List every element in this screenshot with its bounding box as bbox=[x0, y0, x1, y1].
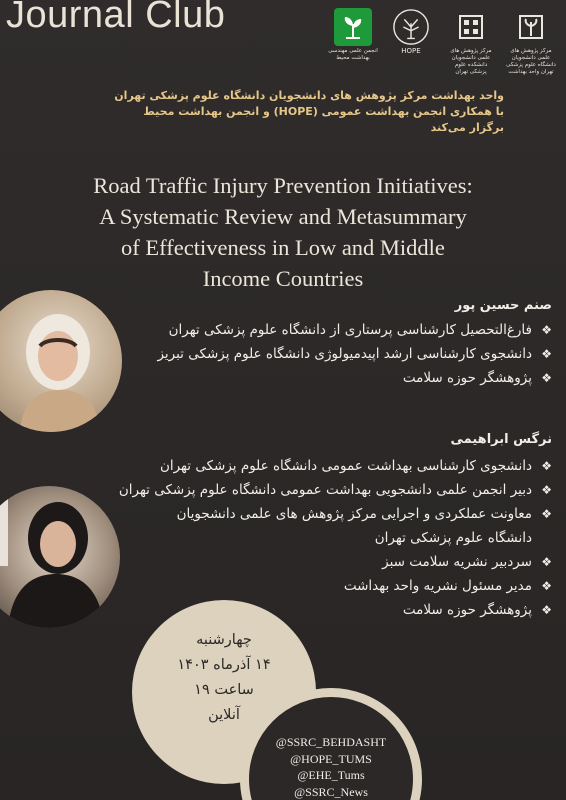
logo-caption: مرکز پژوهش های علمی دانشجویان دانشکده علوم پزشکی تهران bbox=[450, 48, 492, 75]
environmental-health-logo bbox=[328, 8, 378, 62]
handle-link[interactable]: @SSRC_BEHDASHT bbox=[275, 735, 387, 749]
speaker2-bio bbox=[119, 454, 552, 622]
page-title: Journal Club bbox=[6, 0, 226, 36]
handle-link[interactable]: @SSRC_News bbox=[294, 784, 368, 799]
speaker1-photo bbox=[0, 290, 122, 432]
building-icon bbox=[452, 8, 490, 46]
organizer-intro bbox=[64, 88, 504, 136]
list-item: ❖ پژوهشگر حوزه سلامت bbox=[119, 598, 552, 622]
event-date: ۱۴ آذرماه ۱۴۰۳ bbox=[177, 657, 271, 673]
event-time: ساعت ۱۹ bbox=[194, 682, 254, 698]
tree-icon bbox=[392, 8, 430, 46]
list-item: ❖ دانشجوی کارشناسی بهداشت عمومی دانشگاه علوم پزشکی تهران bbox=[119, 454, 552, 478]
handle-link[interactable]: @HOPE_TUMS bbox=[290, 751, 372, 766]
leaf-icon bbox=[512, 8, 550, 46]
plant-icon bbox=[334, 8, 372, 46]
list-item: ❖ دبیر انجمن علمی دانشجویی بهداشت عمومی دانشگاه علوم پزشکی تهران bbox=[119, 478, 552, 502]
intro-line: واحد بهداشت مرکز پژوهش های دانشجویان دانشگاه علوم پزشکی تهران bbox=[114, 89, 504, 102]
speaker1-name: صنم حسین پور bbox=[454, 298, 552, 313]
logo-caption: انجمن علمی مهندسی بهداشت محیط bbox=[328, 48, 378, 61]
list-item: ❖ دانشجوی کارشناسی ارشد اپیدمیولوژی دانشگاه علوم پزشکی تبریز bbox=[157, 342, 552, 366]
list-item: ❖ پژوهشگر حوزه سلامت bbox=[157, 366, 552, 390]
handle-link[interactable]: @EHE_Tums bbox=[297, 768, 365, 782]
speaker1-bio bbox=[157, 318, 552, 390]
title-line: Income Countries bbox=[202, 266, 364, 291]
speaker2-name: نرگس ابراهیمی bbox=[450, 432, 552, 447]
logo-caption: HOPE bbox=[401, 47, 421, 55]
health-unit-logo bbox=[506, 8, 556, 76]
intro-line: برگزار می‌کند bbox=[430, 121, 504, 134]
title-line: A Systematic Review and Metasummary bbox=[99, 204, 467, 229]
list-item: دانشگاه علوم پزشکی تهران bbox=[374, 530, 532, 546]
logo-caption: مرکز پژوهش های علمی دانشجویان دانشگاه علوم پزشکی تهران واحد بهداشت bbox=[506, 48, 556, 75]
social-handles bbox=[246, 734, 416, 800]
event-mode: آنلاین bbox=[208, 707, 240, 723]
list-item: ❖ مدیر مسئول نشریه واحد بهداشت bbox=[119, 574, 552, 598]
event-day: چهارشنبه bbox=[196, 632, 252, 648]
list-item: ❖ معاونت عملکردی و اجرایی مرکز پژوهش های علمی دانشجویان bbox=[119, 502, 552, 526]
list-item: ❖ فارغ‌التحصیل کارشناسی پرستاری از دانشگاه علوم پزشکی تهران bbox=[157, 318, 552, 342]
title-line: of Effectiveness in Low and Middle bbox=[121, 235, 445, 260]
paper-title bbox=[20, 170, 546, 294]
list-item: ❖ سردبیر نشریه سلامت سبز bbox=[119, 550, 552, 574]
hope-logo bbox=[386, 8, 436, 55]
speaker2-photo bbox=[0, 486, 120, 628]
intro-line: با همکاری انجمن بهداشت عمومی (HOPE) و انجمن بهداشت محیط bbox=[143, 105, 504, 118]
research-center-logo bbox=[446, 8, 496, 76]
title-line: Road Traffic Injury Prevention Initiatives: bbox=[93, 173, 473, 198]
